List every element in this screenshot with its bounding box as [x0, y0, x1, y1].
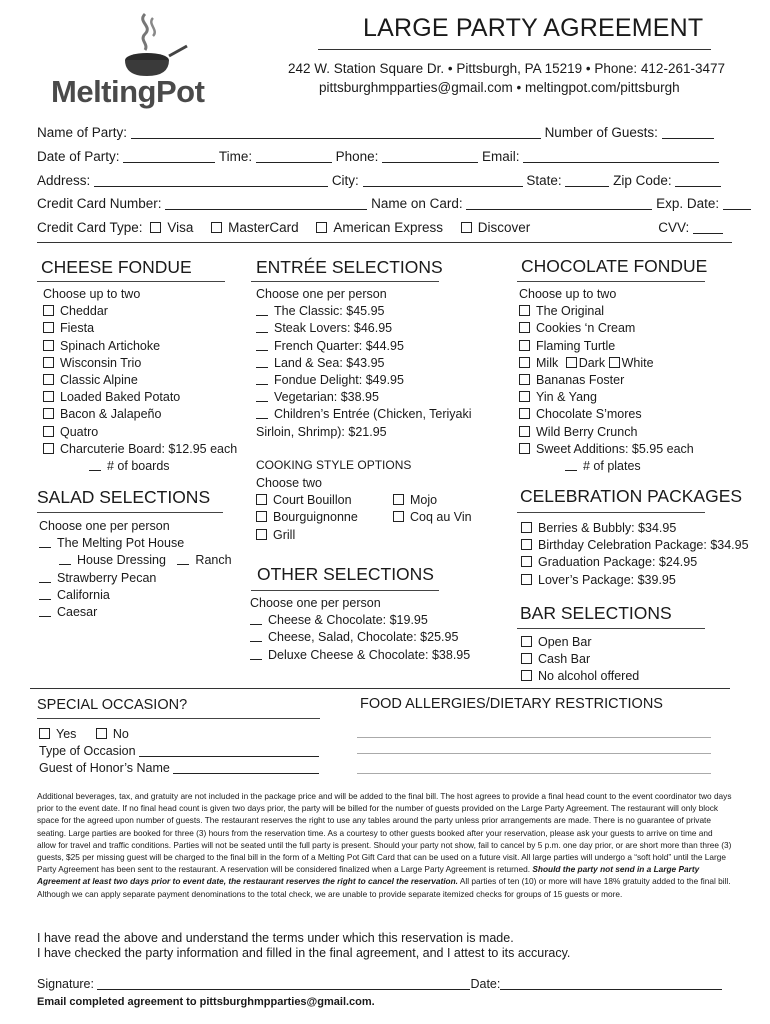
entree-item[interactable] — [256, 389, 472, 406]
item-label: Strawberry Pecan — [57, 570, 157, 585]
checkbox[interactable] — [256, 511, 267, 522]
item-label: French Quarter: $44.95 — [274, 338, 404, 353]
blank[interactable] — [256, 315, 268, 316]
checkbox[interactable] — [519, 340, 530, 351]
bar-item[interactable] — [521, 651, 639, 668]
checkbox[interactable] — [43, 322, 54, 333]
celebration-title: CELEBRATION PACKAGES — [520, 486, 743, 506]
blank[interactable] — [250, 641, 262, 642]
white-label: White — [621, 355, 654, 370]
dark-checkbox[interactable] — [566, 357, 577, 368]
item-label: Cheese & Chocolate: $19.95 — [268, 613, 428, 628]
house-dressing-label: House Dressing — [77, 553, 166, 568]
occasion-type-field[interactable] — [139, 756, 319, 757]
checkbox[interactable] — [43, 426, 54, 437]
entree-instruction: Choose one per person — [256, 287, 387, 301]
yes-checkbox[interactable] — [39, 728, 50, 739]
item-label: Wisconsin Trio — [60, 355, 142, 370]
blank[interactable] — [39, 547, 51, 548]
entree-item[interactable] — [256, 338, 472, 355]
salad-item[interactable] — [39, 604, 232, 621]
time-field[interactable] — [256, 162, 332, 163]
yes-label: Yes — [56, 727, 77, 741]
checkbox[interactable] — [519, 391, 530, 402]
date-of-party-field[interactable] — [123, 162, 215, 163]
number-of-guests-label: Number of Guests: — [544, 125, 658, 140]
item-label: Open Bar — [538, 635, 592, 649]
item-label: Graduation Package: $24.95 — [538, 555, 698, 570]
checkbox[interactable] — [519, 426, 530, 437]
entree-item[interactable] — [256, 355, 472, 372]
item-label: Yin & Yang — [536, 390, 597, 405]
checkbox[interactable] — [519, 357, 530, 368]
checkbox[interactable] — [521, 636, 532, 647]
chocolate-title: CHOCOLATE FONDUE — [521, 256, 708, 276]
email-note: Email completed agreement to pittsburghmpparties@gmail.com. — [37, 996, 375, 1008]
checkbox[interactable] — [43, 357, 54, 368]
blank[interactable] — [256, 332, 268, 333]
number-of-guests-field[interactable] — [662, 138, 714, 139]
salad-item[interactable] — [39, 570, 232, 587]
signature-row — [37, 977, 722, 991]
entree-item-continued: Sirloin, Shrimp): $21.95 — [256, 424, 387, 439]
item-label: Cookies ‘n Cream — [536, 321, 636, 336]
other-instruction: Choose one per person — [250, 596, 381, 610]
entree-title-rule — [251, 281, 439, 282]
chocolate-item[interactable] — [519, 303, 694, 320]
checkbox[interactable] — [43, 408, 54, 419]
chocolate-instruction: Choose up to two — [519, 287, 617, 301]
item-label: Charcuterie Board: $12.95 each — [60, 441, 238, 456]
checkbox[interactable] — [521, 670, 532, 681]
name-on-card-field[interactable] — [466, 209, 652, 210]
item-label: Wild Berry Crunch — [536, 424, 638, 439]
cheese-item[interactable] — [43, 406, 237, 423]
salad-list — [39, 518, 232, 621]
checkbox[interactable] — [521, 522, 532, 533]
plates-label: # of plates — [583, 459, 641, 474]
cooking-item[interactable] — [256, 527, 358, 544]
page-title: LARGE PARTY AGREEMENT — [363, 14, 704, 42]
item-label: Bourguignonne — [273, 510, 358, 525]
cc-number-field[interactable] — [165, 209, 367, 210]
chocolate-item[interactable] — [519, 389, 694, 406]
item-label: Mojo — [410, 493, 438, 507]
brand-wordmark: MeltingPot — [51, 74, 205, 109]
item-label: Classic Alpine — [60, 373, 138, 388]
occasion-type-label: Type of Occasion — [39, 744, 136, 759]
chocolate-title-rule — [517, 281, 705, 282]
blank[interactable] — [39, 582, 51, 583]
blank[interactable] — [256, 367, 268, 368]
item-label: Sweet Additions: $5.95 each — [536, 441, 694, 456]
allergies-title: FOOD ALLERGIES/DIETARY RESTRICTIONS — [360, 696, 663, 712]
cheese-item[interactable] — [43, 338, 237, 355]
entree-item[interactable] — [256, 303, 472, 320]
occasion-type-row — [39, 743, 319, 760]
no-checkbox[interactable] — [96, 728, 107, 739]
special-list — [39, 726, 319, 778]
salad-title: SALAD SELECTIONS — [37, 487, 211, 507]
checkbox[interactable] — [393, 511, 404, 522]
amex-checkbox[interactable] — [316, 222, 327, 233]
cooking-instruction: Choose two — [256, 476, 323, 490]
checkbox[interactable] — [519, 443, 530, 454]
allergies-line[interactable] — [357, 773, 711, 774]
bar-item[interactable] — [521, 668, 639, 685]
ranch-label: Ranch — [195, 553, 232, 568]
item-label: Vegetarian: $38.95 — [274, 390, 379, 405]
boards-blank[interactable] — [89, 470, 101, 471]
cooking-item[interactable] — [393, 509, 472, 526]
item-label: Cheese, Salad, Chocolate: $25.95 — [268, 630, 459, 645]
plates-blank[interactable] — [565, 470, 577, 471]
celebration-item[interactable] — [521, 572, 749, 589]
blank[interactable] — [59, 564, 71, 565]
item-label: Cash Bar — [538, 652, 591, 667]
item-label: Deluxe Cheese & Chocolate: $38.95 — [268, 647, 471, 662]
item-label: The Melting Pot House — [57, 536, 185, 551]
celebration-item[interactable] — [521, 537, 749, 554]
celebration-title-rule — [517, 512, 705, 513]
checkbox[interactable] — [43, 305, 54, 316]
bar-item[interactable] — [521, 634, 639, 651]
city-label: City: — [331, 173, 359, 188]
other-item[interactable] — [250, 647, 470, 664]
checkbox[interactable] — [256, 494, 267, 505]
ack-line-2: I have checked the party information and filled in the final agreement, and I attest to its accuracy. — [37, 946, 571, 960]
item-label: Berries & Bubbly: $34.95 — [538, 521, 677, 535]
special-title-rule — [37, 718, 320, 719]
cvv-field[interactable] — [693, 233, 723, 234]
item-label: Land & Sea: $43.95 — [274, 355, 385, 370]
checkbox[interactable] — [519, 305, 530, 316]
item-label: No alcohol offered — [538, 669, 640, 684]
salad-item[interactable] — [39, 535, 232, 552]
other-title: OTHER SELECTIONS — [257, 564, 434, 584]
address-label: Address: — [37, 173, 91, 188]
checkbox[interactable] — [43, 340, 54, 351]
salad-dressing-row — [39, 552, 232, 569]
plates-count[interactable] — [519, 458, 694, 475]
salad-title-rule — [37, 512, 223, 513]
cheese-item[interactable] — [43, 320, 237, 337]
guest-honor-field[interactable] — [173, 773, 319, 774]
bar-title-rule — [517, 628, 705, 629]
blank[interactable] — [39, 616, 51, 617]
checkbox[interactable] — [519, 374, 530, 385]
state-label: State: — [526, 173, 562, 188]
checkbox[interactable] — [521, 574, 532, 585]
item-label: Lover’s Package: $39.95 — [538, 572, 676, 587]
cheese-title-rule — [37, 281, 225, 282]
exp-date-field[interactable] — [723, 209, 751, 210]
blank[interactable] — [256, 401, 268, 402]
cc-number-label: Credit Card Number: — [37, 196, 162, 211]
other-item[interactable] — [250, 629, 470, 646]
item-label: Steak Lovers: $46.95 — [274, 321, 393, 336]
visa-checkbox[interactable] — [150, 222, 161, 233]
email-label: Email: — [481, 149, 520, 164]
chocolate-item-milk[interactable] — [519, 355, 694, 372]
blank[interactable] — [177, 564, 189, 565]
item-label: Flaming Turtle — [536, 338, 616, 353]
phone-label: Phone: — [335, 149, 379, 164]
blank[interactable] — [256, 350, 268, 351]
address-field[interactable] — [94, 186, 328, 187]
name-on-card-label: Name on Card: — [371, 196, 463, 211]
menu-divider — [30, 688, 730, 689]
discover-checkbox[interactable] — [461, 222, 472, 233]
signature-label: Signature: — [37, 977, 94, 991]
chocolate-item[interactable] — [519, 406, 694, 423]
mastercard-checkbox[interactable] — [211, 222, 222, 233]
special-title: SPECIAL OCCASION? — [37, 697, 188, 713]
melting-pot-logo — [37, 8, 221, 112]
no-label: No — [112, 727, 129, 741]
allergies-line[interactable] — [357, 753, 711, 754]
other-list — [250, 595, 470, 664]
item-label: Loaded Baked Potato — [60, 390, 181, 405]
chocolate-item[interactable] — [519, 372, 694, 389]
row-credit-card — [37, 196, 751, 211]
allergies-line[interactable] — [357, 737, 711, 738]
item-label: Fiesta — [60, 321, 95, 336]
date-field[interactable] — [500, 989, 722, 990]
item-label: Spinach Artichoke — [60, 338, 161, 353]
boards-label: # of boards — [107, 459, 170, 474]
chocolate-item[interactable] — [519, 441, 694, 458]
time-label: Time: — [218, 149, 253, 164]
cheese-item[interactable] — [43, 355, 237, 372]
chocolate-list — [519, 286, 694, 475]
ack-line-1: I have read the above and understand the terms under which this reservation is made. — [37, 931, 514, 945]
blank[interactable] — [250, 624, 262, 625]
checkbox[interactable] — [521, 653, 532, 664]
other-title-rule — [251, 590, 439, 591]
checkbox[interactable] — [43, 443, 54, 454]
zip-label: Zip Code: — [613, 173, 672, 188]
terms-text: Additional beverages, tax, and gratuity are not included in the package price and will be added to the final bill. The host agrees to provide a final head count to the event coordinator two days prior to the event date. If no final head count is given two days prior, the party will be billed for the number of guests provided on the Large Party Agreement. The restaurant will only block space for the agreed upon number of guests. The restaurant reserves the right to use any tables around the party unless prior arrangements are made. There is no guarantee of private seating. Large parties are booked for three (3) hours from the reservation time. As a courtesy to other guests booked after your reservation, please ask your guests to arrive on time and allow for travel and traffic conditions. Parties will not be seated until the full party is present. Should your party not show, fail to cancel by 5 p.m. one day prior, or are short more than three (3) guests, $25 per missing guest will be charged to the final bill in the form of a Melting Pot Gift Card that can be used on a future visit. All large parties will undergo a “soft hold” until the Large Party Agreement has been sent to the restaurant. A reservation will be considered finalized when a Large Party Agreement is returned. — [37, 791, 732, 875]
bar-list — [521, 634, 639, 686]
cheese-list — [43, 286, 237, 475]
boards-count[interactable] — [43, 458, 237, 475]
city-field[interactable] — [363, 186, 523, 187]
salad-instruction: Choose one per person — [39, 519, 170, 533]
cc-type-label: Credit Card Type: — [37, 220, 143, 235]
item-label: Coq au Vin — [410, 510, 472, 525]
item-label: The Original — [536, 304, 605, 319]
white-checkbox[interactable] — [609, 357, 620, 368]
checkbox[interactable] — [519, 408, 530, 419]
exp-date-label: Exp. Date: — [656, 196, 720, 211]
cooking-item[interactable] — [256, 492, 358, 509]
zip-field[interactable] — [675, 186, 721, 187]
checkbox[interactable] — [256, 529, 267, 540]
checkbox[interactable] — [43, 391, 54, 402]
cheese-item[interactable] — [43, 441, 237, 458]
item-label: Children’s Entrée (Chicken, Teriyaki — [274, 407, 472, 422]
address-line: 242 W. Station Square Dr. • Pittsburgh, PA 15219 • Phone: 412-261-3477 — [288, 61, 725, 76]
title-divider — [318, 49, 711, 50]
fields-divider — [37, 242, 732, 243]
row-party-name — [37, 125, 714, 140]
email-field[interactable] — [523, 162, 719, 163]
other-item[interactable] — [250, 612, 470, 629]
cooking-item[interactable] — [256, 509, 358, 526]
contact-line: pittsburghmpparties@gmail.com • meltingpot.com/pittsburgh — [319, 80, 680, 95]
guest-honor-row — [39, 760, 319, 777]
yes-no-row — [39, 726, 319, 743]
blank[interactable] — [256, 384, 268, 385]
blank[interactable] — [39, 599, 51, 600]
dark-label: Dark — [578, 355, 606, 370]
cheese-item[interactable] — [43, 303, 237, 320]
entree-item[interactable] — [256, 372, 472, 389]
row-card-type — [37, 220, 727, 235]
chocolate-item[interactable] — [519, 424, 694, 441]
cooking-list — [256, 475, 358, 544]
item-label: The Classic: $45.95 — [274, 304, 385, 319]
celebration-list — [521, 520, 749, 589]
item-label: Caesar — [57, 605, 98, 620]
salad-item[interactable] — [39, 587, 232, 604]
cooking-list-right — [393, 492, 472, 526]
cheese-instruction: Choose up to two — [43, 287, 141, 301]
item-label: Chocolate S’mores — [536, 407, 642, 422]
item-label: Bananas Foster — [536, 373, 625, 388]
item-label: Fondue Delight: $49.95 — [274, 373, 404, 388]
celebration-item[interactable] — [521, 554, 749, 571]
terms-warning: Should the party not send in a Large Party Agreement at least two days prior to event date, the restaurant reserves the right to cancel the reservation. — [37, 864, 700, 887]
item-label: Grill — [273, 527, 296, 542]
cvv-label: CVV: — [658, 220, 690, 235]
blank[interactable] — [256, 418, 268, 419]
checkbox[interactable] — [521, 556, 532, 567]
cheese-item[interactable] — [43, 372, 237, 389]
entree-item[interactable] — [256, 406, 472, 423]
terms-tail: All parties of ten (10) or more will have 18% gratuity added to the final bill. Although we can apply separate payment denominations to the total check, we are unable to provide separate itemized checks for groups of 15 guests or more. — [37, 876, 731, 899]
entree-title: ENTRÉE SELECTIONS — [256, 257, 443, 277]
visa-label: Visa — [167, 220, 194, 235]
celebration-item[interactable] — [521, 520, 749, 537]
guest-honor-label: Guest of Honor’s Name — [39, 761, 170, 776]
item-label: Court Bouillon — [273, 493, 352, 508]
cvv-group — [658, 220, 723, 235]
milk-label: Milk — [536, 355, 559, 370]
row-address — [37, 173, 721, 188]
state-field[interactable] — [565, 186, 609, 187]
checkbox[interactable] — [521, 539, 532, 550]
name-of-party-field[interactable] — [131, 138, 541, 139]
entree-item[interactable] — [256, 320, 472, 337]
mastercard-label: MasterCard — [228, 220, 299, 235]
cheese-title: CHEESE FONDUE — [41, 257, 192, 277]
name-of-party-label: Name of Party: — [37, 125, 128, 140]
chocolate-item[interactable] — [519, 338, 694, 355]
cooking-item[interactable] — [393, 492, 472, 509]
checkbox[interactable] — [519, 322, 530, 333]
checkbox[interactable] — [43, 374, 54, 385]
cooking-title: COOKING STYLE OPTIONS — [256, 458, 412, 472]
amex-label: American Express — [333, 220, 443, 235]
terms-paragraph — [37, 790, 732, 900]
entree-list — [256, 286, 472, 441]
phone-field[interactable] — [382, 162, 478, 163]
discover-label: Discover — [477, 220, 531, 235]
cheese-item[interactable] — [43, 389, 237, 406]
item-label: Quatro — [60, 424, 99, 439]
row-date — [37, 149, 719, 164]
item-label: Cheddar — [60, 304, 108, 319]
checkbox[interactable] — [393, 494, 404, 505]
item-label: Bacon & Jalapeño — [60, 407, 162, 422]
chocolate-item[interactable] — [519, 320, 694, 337]
date-label: Date: — [470, 977, 501, 991]
item-label: Birthday Celebration Package: $34.95 — [538, 538, 749, 553]
bar-title: BAR SELECTIONS — [520, 603, 672, 623]
blank[interactable] — [250, 659, 262, 660]
signature-field[interactable] — [97, 989, 470, 990]
item-label: California — [57, 587, 110, 602]
date-of-party-label: Date of Party: — [37, 149, 120, 164]
cheese-item[interactable] — [43, 424, 237, 441]
